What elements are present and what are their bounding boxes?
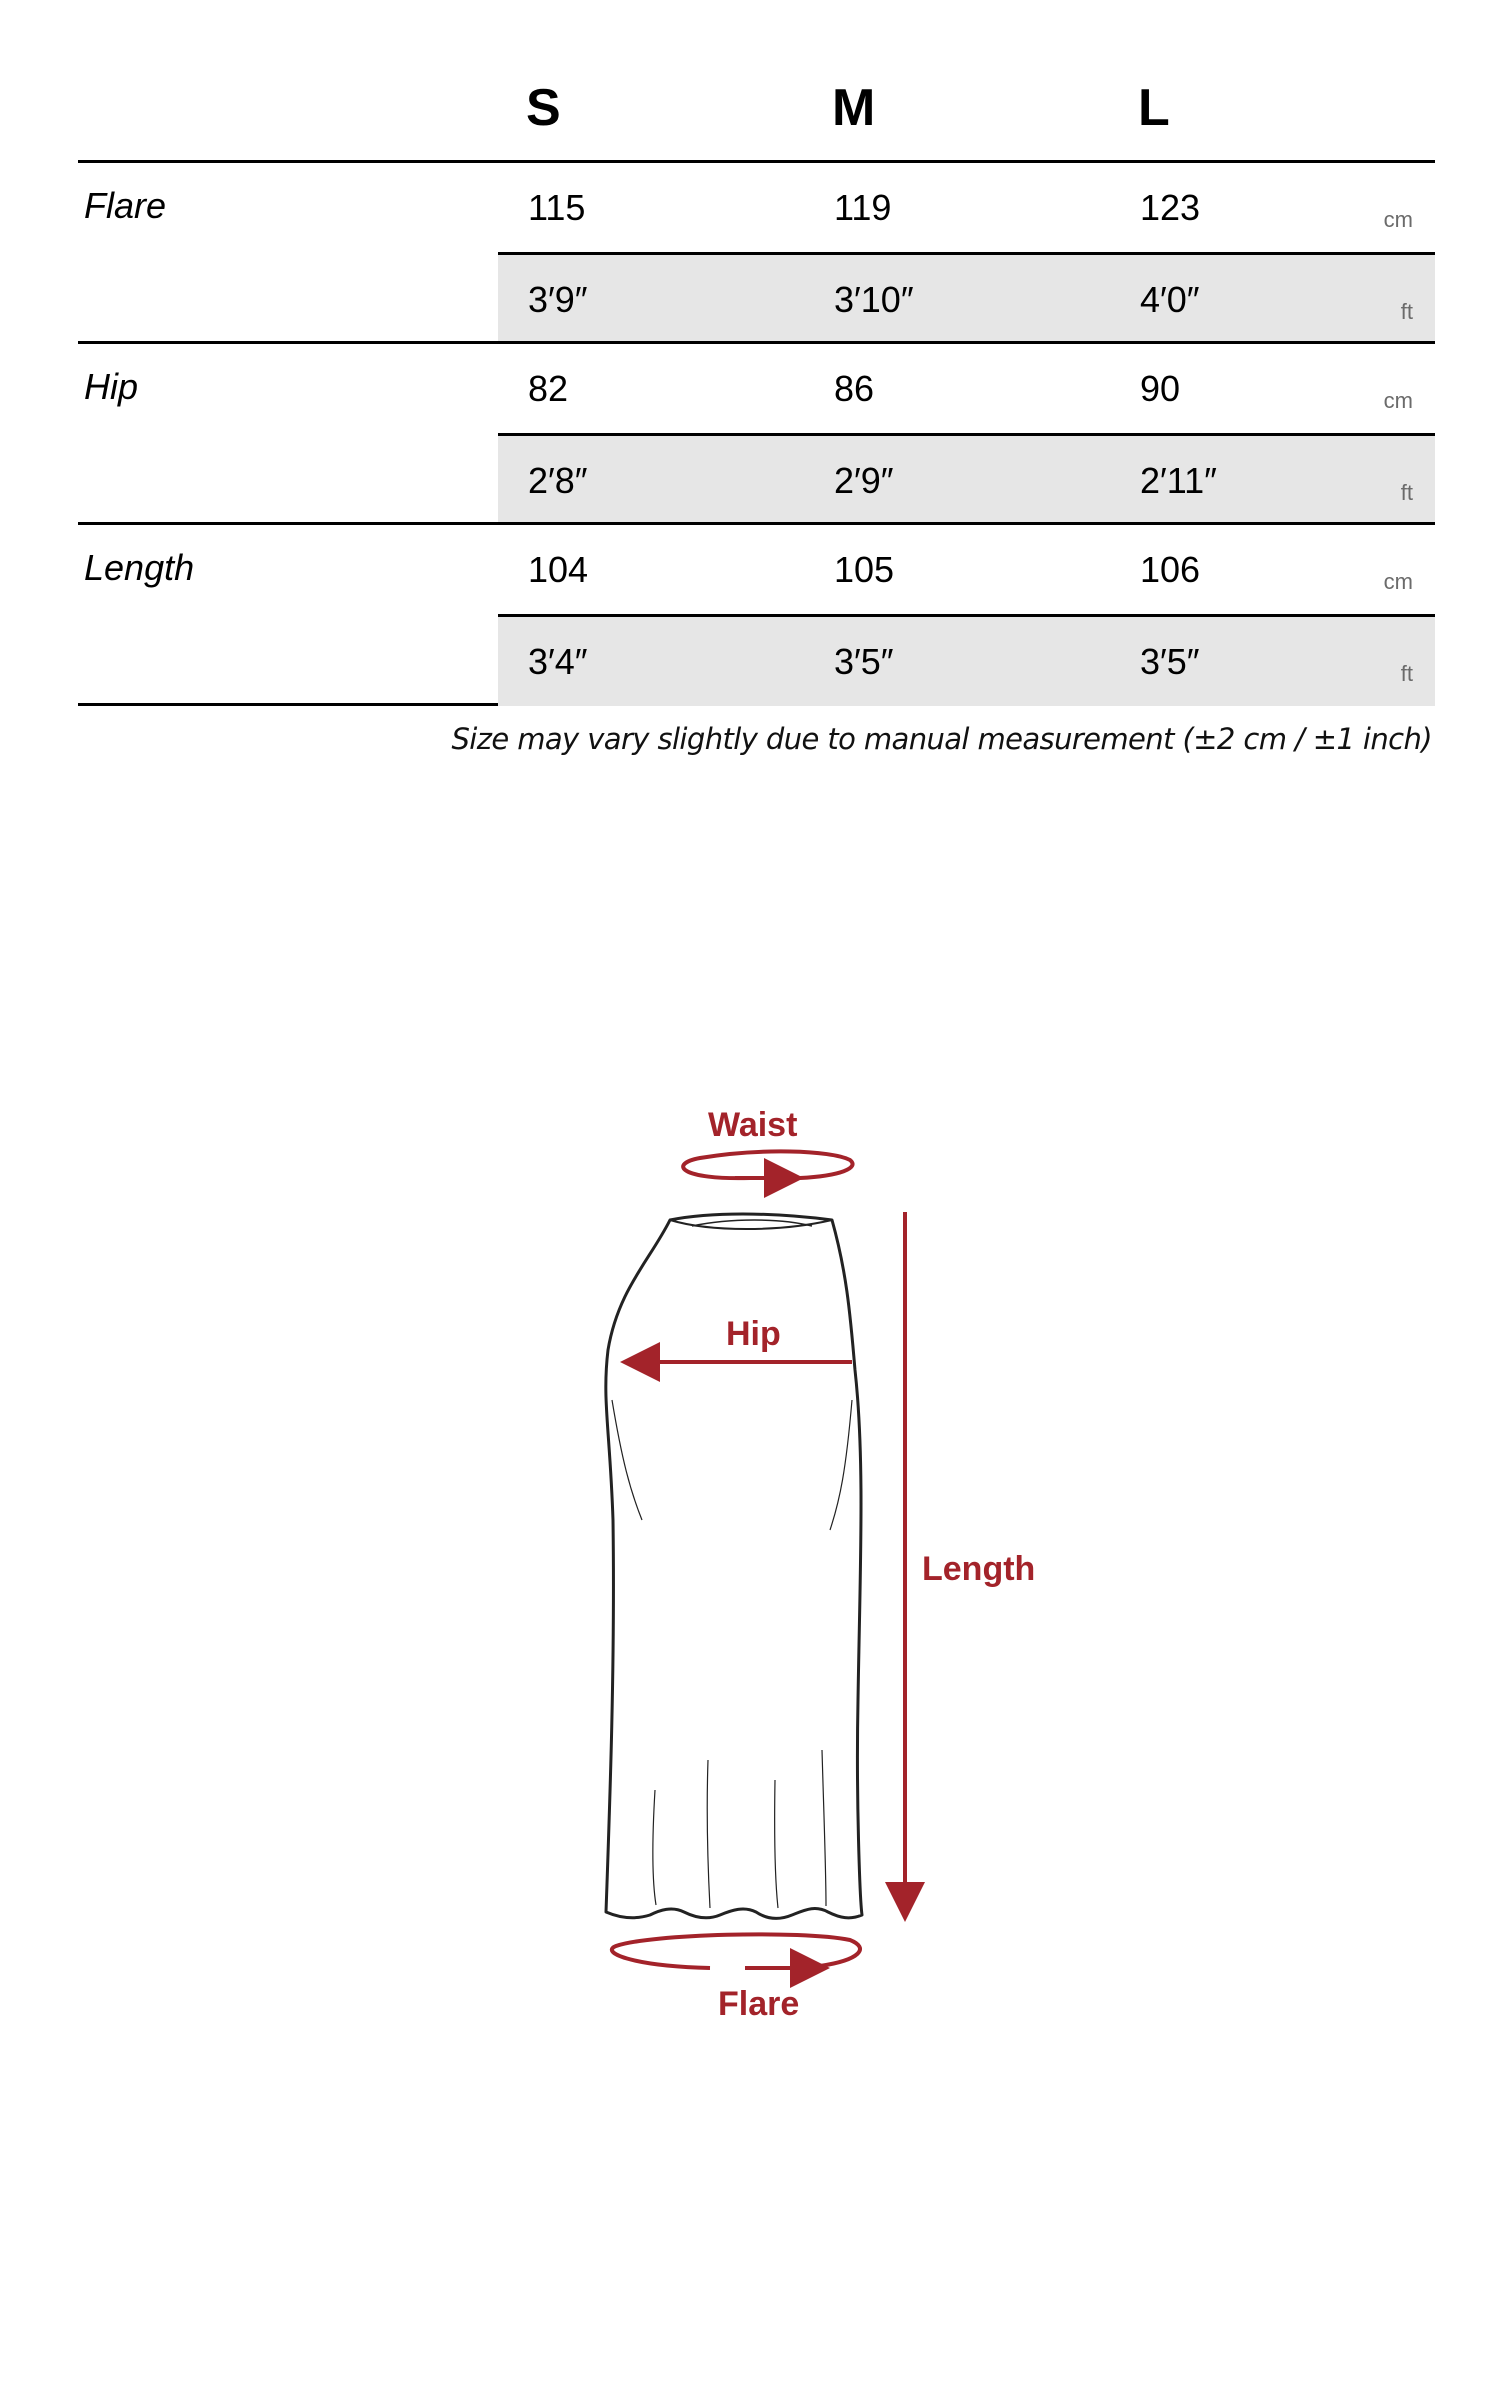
size-chart-table (78, 70, 1435, 706)
row-ft (498, 252, 1435, 344)
row-ft (498, 433, 1435, 525)
cell-s: 115 (528, 187, 586, 228)
measurement-group-length (78, 522, 1435, 706)
row-ft (498, 614, 1435, 706)
measurement-label: Length (84, 547, 195, 588)
cell-s: 3′9″ (528, 279, 588, 320)
size-header-row (78, 70, 1435, 160)
cell-l: 4′0″ (1140, 279, 1200, 320)
cell-s: 3′4″ (528, 641, 588, 682)
unit-label: cm (1383, 207, 1413, 232)
cell-l: 90 (1140, 368, 1181, 409)
cell-l: 106 (1140, 549, 1201, 590)
measurement-note: Size may vary slightly due to manual measurement (±2 cm / ±1 inch) (451, 722, 1432, 756)
flare-indicator (612, 1934, 860, 1968)
cell-m: 2′9″ (834, 460, 894, 501)
cell-s: 82 (528, 368, 569, 409)
measurement-label: Flare (84, 185, 167, 226)
cell-m: 105 (834, 549, 895, 590)
row-cm (498, 525, 1435, 613)
unit-label: cm (1383, 569, 1413, 594)
cell-m: 3′10″ (834, 279, 914, 320)
unit-label: ft (1400, 661, 1413, 686)
row-cm (498, 344, 1435, 432)
measurement-label: Hip (84, 366, 139, 407)
cell-l: 123 (1140, 187, 1201, 228)
cell-s: 2′8″ (528, 460, 588, 501)
cell-m: 119 (834, 187, 892, 228)
waist-indicator (683, 1151, 852, 1178)
row-cm (498, 163, 1435, 251)
cell-l: 3′5″ (1140, 641, 1200, 682)
measurement-group-hip (78, 341, 1435, 522)
hip-label: Hip (726, 1315, 781, 1353)
flare-label: Flare (718, 1985, 800, 2023)
skirt-measurement-diagram (560, 1100, 1080, 2060)
cell-m: 86 (834, 368, 875, 409)
size-header-l: L (1138, 79, 1170, 137)
size-header-s: S (526, 79, 561, 137)
cell-m: 3′5″ (834, 641, 894, 682)
cell-l: 2′11″ (1140, 460, 1217, 501)
measurement-group-flare (78, 160, 1435, 341)
waist-label: Waist (708, 1106, 798, 1144)
length-label: Length (922, 1550, 1036, 1588)
unit-label: ft (1400, 480, 1413, 505)
unit-label: ft (1400, 299, 1413, 324)
size-header-m: M (832, 79, 876, 137)
unit-label: cm (1383, 388, 1413, 413)
cell-s: 104 (528, 549, 589, 590)
